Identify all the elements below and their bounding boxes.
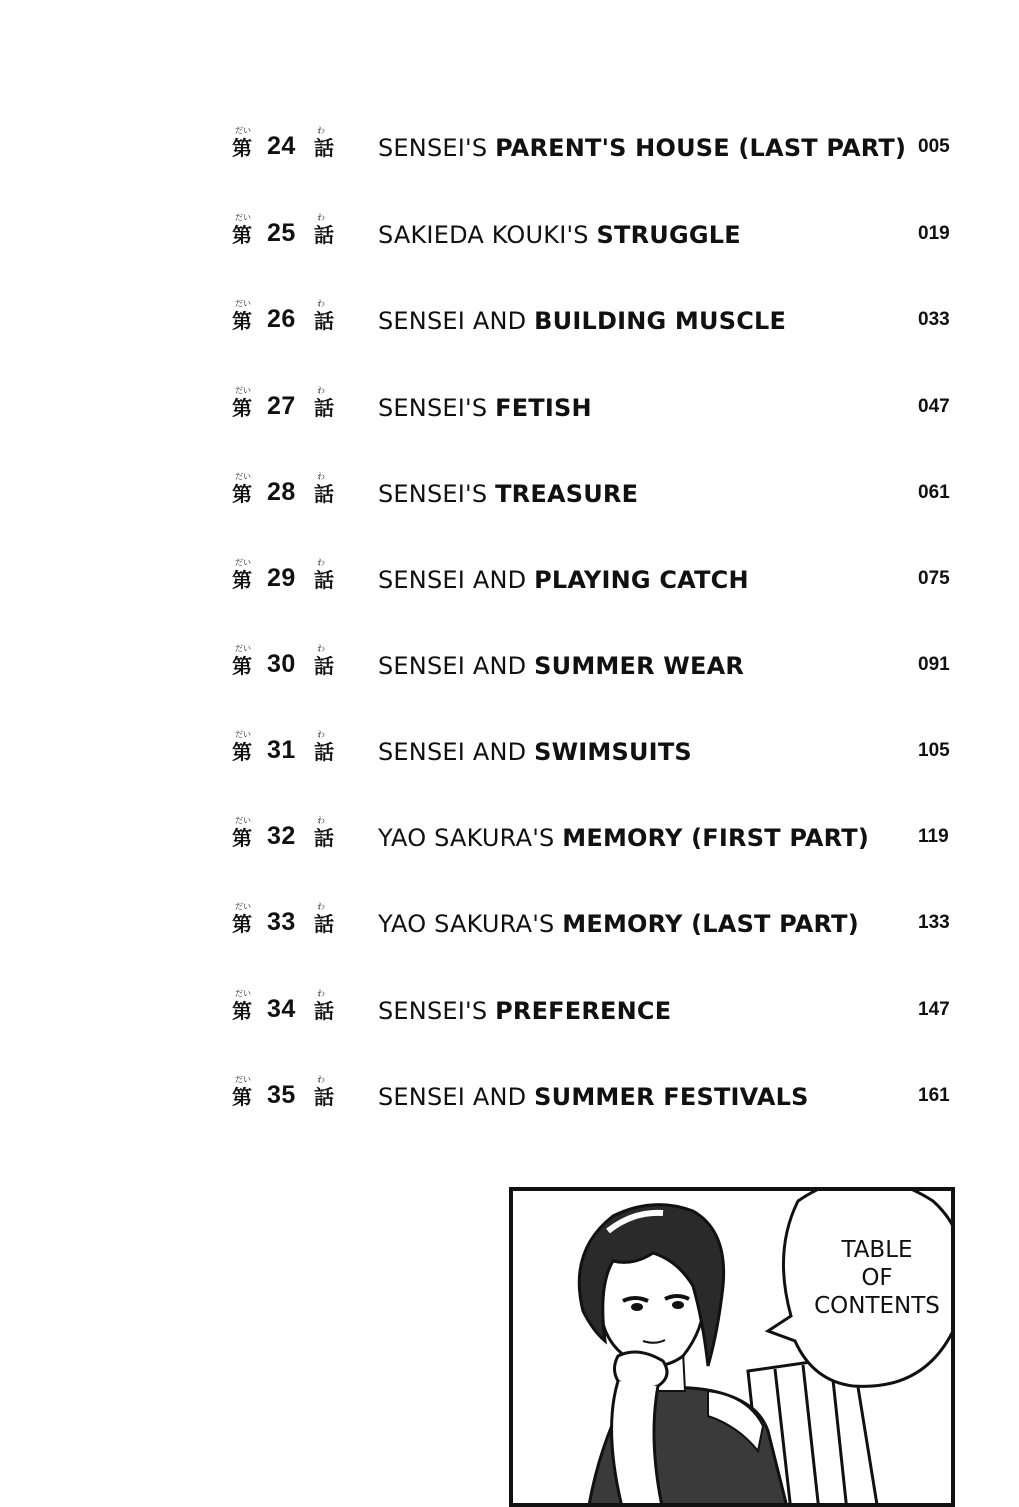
chapter-number: 30 [267, 650, 296, 678]
chapter-prefix: だい 第 [232, 558, 252, 592]
chapter-suffix: わ 話 [314, 730, 334, 764]
chapter-title: SENSEI'S TREASURE [378, 480, 639, 508]
chapter-number: 26 [267, 305, 296, 333]
chapter-number: 28 [267, 478, 296, 506]
chapter-page-number: 033 [918, 309, 950, 330]
chapter-prefix: だい 第 [232, 902, 252, 936]
chapter-page-number: 161 [918, 1085, 950, 1106]
chapter-suffix: わ 話 [314, 644, 334, 678]
chapter-suffix: わ 話 [314, 1075, 334, 1109]
chapter-prefix: だい 第 [232, 644, 252, 678]
chapter-title: SENSEI'S PREFERENCE [378, 997, 672, 1025]
chapter-suffix: わ 話 [314, 902, 334, 936]
chapter-title: SENSEI AND SUMMER WEAR [378, 652, 745, 680]
chapter-page-number: 147 [918, 999, 950, 1020]
speech-bubble-text: TABLE OF CONTENTS [814, 1237, 940, 1319]
chapter-prefix: だい 第 [232, 816, 252, 850]
chapter-prefix: だい 第 [232, 126, 252, 160]
chapter-title: SENSEI AND SWIMSUITS [378, 738, 692, 766]
chapter-title: YAO SAKURA'S MEMORY (FIRST PART) [378, 824, 870, 852]
chapter-title: SENSEI AND PLAYING CATCH [378, 566, 749, 594]
toc-entry[interactable] [0, 214, 1019, 254]
toc-entry[interactable] [0, 559, 1019, 599]
chapter-suffix: わ 話 [314, 558, 334, 592]
chapter-suffix: わ 話 [314, 213, 334, 247]
chapter-page-number: 061 [918, 482, 950, 503]
chapter-page-number: 119 [918, 826, 949, 847]
toc-entry[interactable] [0, 731, 1019, 771]
chapter-title: SAKIEDA KOUKI'S STRUGGLE [378, 221, 741, 249]
chapter-number: 34 [267, 995, 296, 1023]
toc-entry[interactable] [0, 817, 1019, 857]
chapter-prefix: だい 第 [232, 1075, 252, 1109]
toc-entry[interactable] [0, 645, 1019, 685]
chapter-suffix: わ 話 [314, 472, 334, 506]
chapter-title: SENSEI AND BUILDING MUSCLE [378, 307, 787, 335]
chapter-number: 31 [267, 736, 296, 764]
chapter-number: 27 [267, 392, 296, 420]
chapter-prefix: だい 第 [232, 213, 252, 247]
chapter-page-number: 005 [918, 136, 950, 157]
chapter-page-number: 019 [918, 223, 950, 244]
toc-entry[interactable] [0, 903, 1019, 943]
manga-panel [509, 1187, 955, 1507]
chapter-suffix: わ 話 [314, 989, 334, 1023]
chapter-prefix: だい 第 [232, 386, 252, 420]
chapter-title: SENSEI'S PARENT'S HOUSE (LAST PART) [378, 134, 907, 162]
toc-entry[interactable] [0, 300, 1019, 340]
chapter-number: 33 [267, 908, 296, 936]
chapter-page-number: 133 [918, 912, 950, 933]
chapter-number: 29 [267, 564, 296, 592]
toc-entry[interactable] [0, 127, 1019, 167]
chapter-number: 32 [267, 822, 296, 850]
chapter-suffix: わ 話 [314, 299, 334, 333]
toc-entry[interactable] [0, 473, 1019, 513]
chapter-page-number: 091 [918, 654, 950, 675]
chapter-title: YAO SAKURA'S MEMORY (LAST PART) [378, 910, 859, 938]
chapter-page-number: 047 [918, 396, 950, 417]
chapter-page-number: 075 [918, 568, 950, 589]
chapter-prefix: だい 第 [232, 730, 252, 764]
chapter-number: 24 [267, 132, 296, 160]
chapter-prefix: だい 第 [232, 989, 252, 1023]
toc-entry[interactable] [0, 990, 1019, 1030]
chapter-prefix: だい 第 [232, 472, 252, 506]
chapter-title: SENSEI AND SUMMER FESTIVALS [378, 1083, 809, 1111]
chapter-suffix: わ 話 [314, 386, 334, 420]
toc-entry[interactable] [0, 1076, 1019, 1116]
toc-entry[interactable] [0, 387, 1019, 427]
chapter-title: SENSEI'S FETISH [378, 394, 592, 422]
chapter-number: 35 [267, 1081, 296, 1109]
chapter-number: 25 [267, 219, 296, 247]
chapter-prefix: だい 第 [232, 299, 252, 333]
chapter-page-number: 105 [918, 740, 950, 761]
chapter-suffix: わ 話 [314, 816, 334, 850]
chapter-suffix: わ 話 [314, 126, 334, 160]
